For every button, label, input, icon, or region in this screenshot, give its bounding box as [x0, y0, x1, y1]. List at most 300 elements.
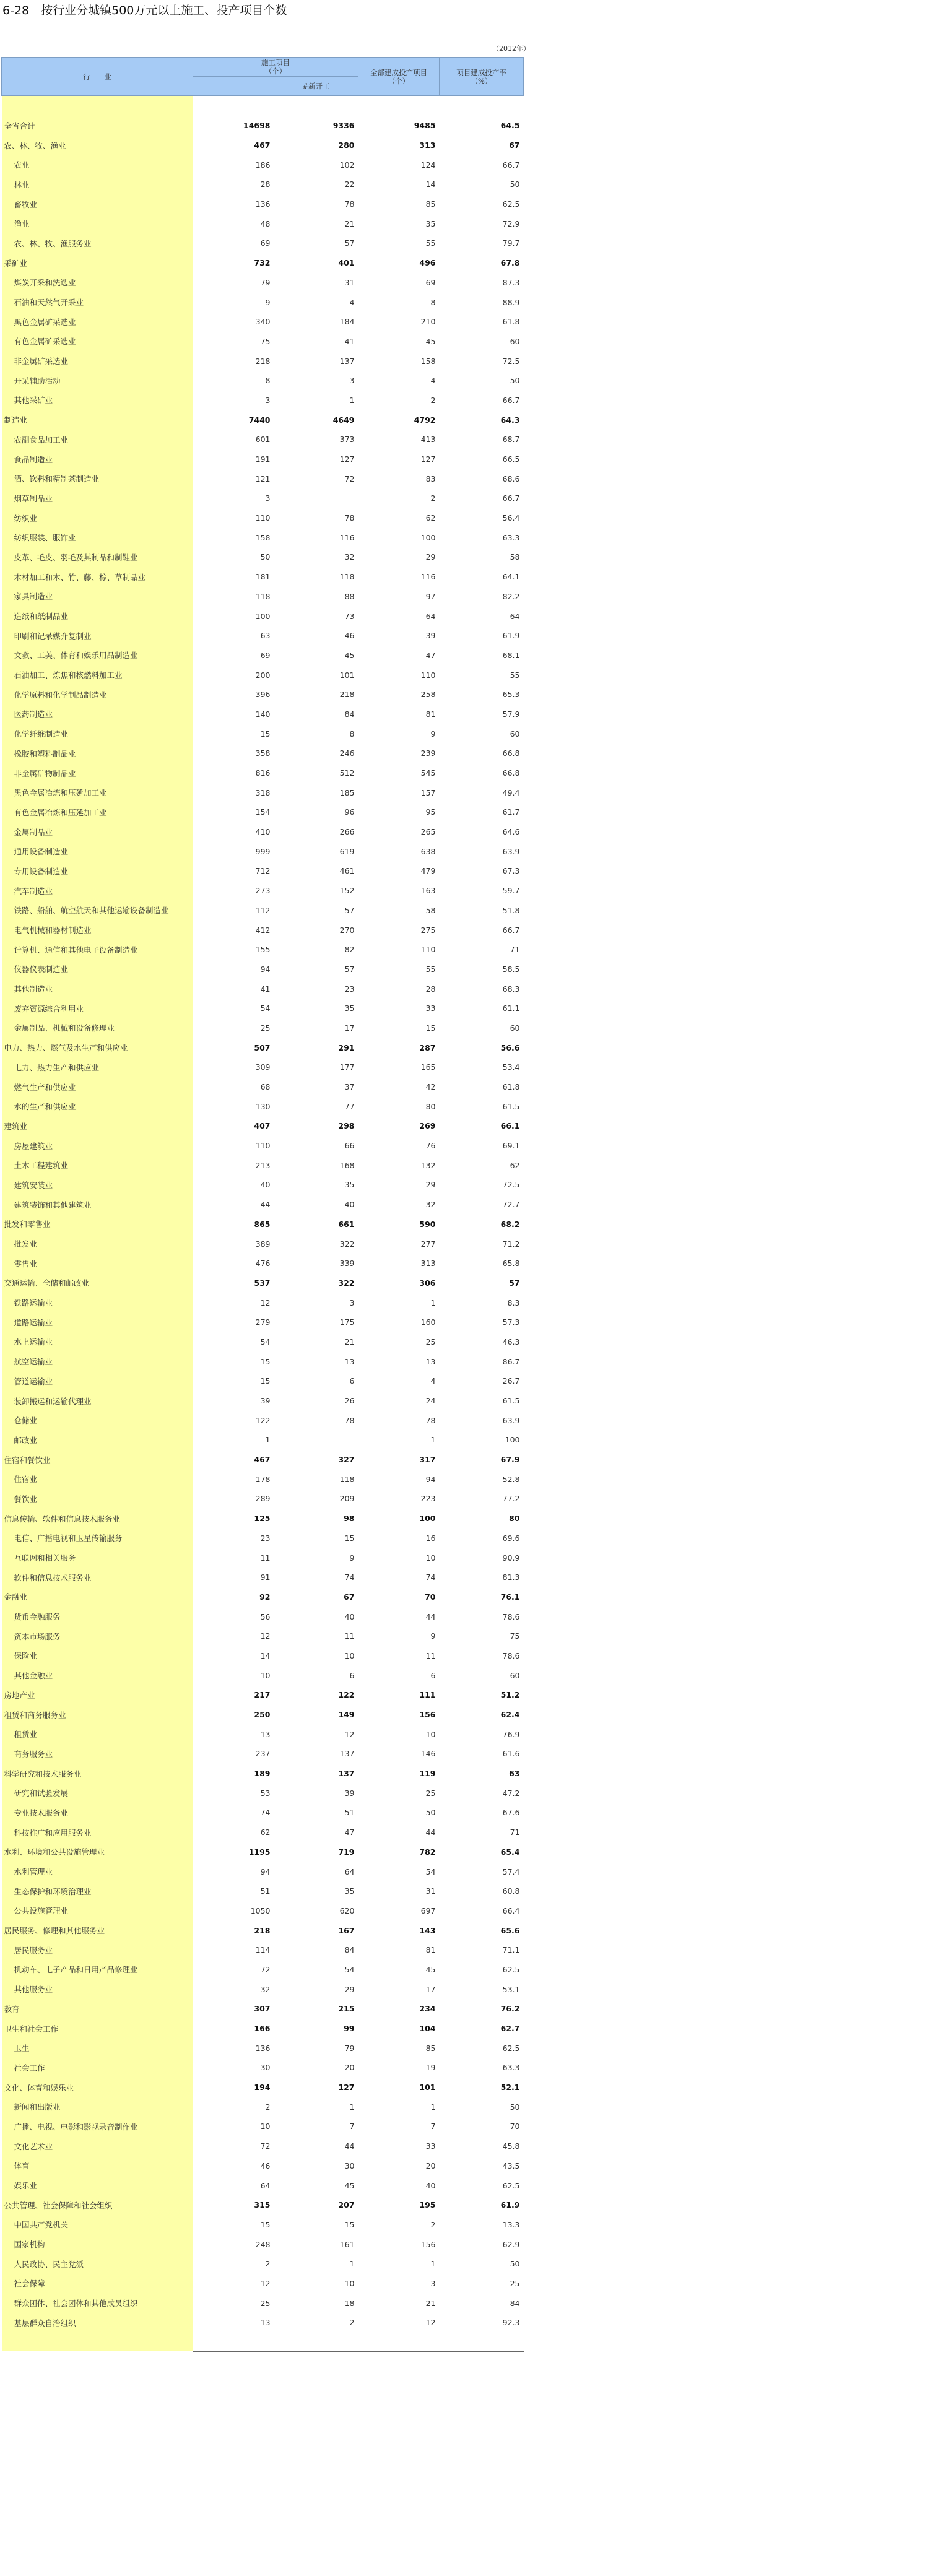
completed-cell: 4792	[414, 415, 436, 425]
industry-cell: 专业技术服务业	[2, 1803, 193, 1823]
under-construction-cell: 396	[255, 690, 271, 700]
under-construction-cell: 865	[254, 1219, 271, 1229]
completed-cell: 157	[420, 787, 436, 797]
completed-cell: 31	[425, 1886, 436, 1896]
under-construction-cell: 476	[255, 1259, 271, 1268]
completed-cell: 6	[430, 1670, 436, 1680]
industry-cell: 文化、体育和娱乐业	[2, 2078, 193, 2097]
completion-rate-cell: 43.5	[502, 2161, 520, 2171]
table-row	[2, 1096, 524, 1116]
under-construction-cell: 125	[254, 1514, 271, 1524]
under-construction-cell: 54	[260, 1004, 271, 1013]
under-construction-cell: 1	[265, 1435, 271, 1445]
under-construction-cell: 389	[255, 1239, 271, 1249]
industry-cell: 烟草制品业	[2, 488, 193, 508]
completion-rate-cell: 86.7	[502, 1356, 520, 1366]
completion-rate-cell: 61.9	[500, 2200, 520, 2210]
table-row	[2, 1665, 524, 1685]
under-construction-cell: 51	[260, 1886, 271, 1896]
industry-cell: 其他制造业	[2, 979, 193, 999]
table-row	[2, 233, 524, 253]
newly-started-cell: 4	[349, 297, 355, 307]
industry-cell: 房地产业	[2, 1685, 193, 1705]
completed-cell: 44	[425, 1828, 436, 1837]
completed-cell: 25	[425, 1337, 436, 1347]
newly-started-cell: 177	[339, 1062, 355, 1072]
newly-started-cell: 32	[344, 552, 355, 562]
completion-rate-cell: 63.9	[502, 1415, 520, 1425]
newly-started-cell: 461	[339, 866, 355, 876]
newly-started-cell: 327	[338, 1455, 355, 1465]
completion-rate-cell: 57.3	[502, 1317, 520, 1327]
table-row	[2, 1351, 524, 1371]
industry-cell: 娱乐业	[2, 2175, 193, 2195]
completion-rate-cell: 50	[510, 376, 520, 386]
industry-cell: 体育	[2, 2156, 193, 2176]
table-row	[2, 1587, 524, 1607]
table-row	[2, 1607, 524, 1626]
under-construction-cell: 309	[255, 1062, 271, 1072]
table-row	[2, 979, 524, 999]
year-note: （2012年）	[492, 45, 530, 53]
completed-cell: 590	[419, 1219, 436, 1229]
completed-cell: 64	[425, 611, 436, 621]
table-row	[2, 449, 524, 469]
completed-cell: 8	[430, 297, 436, 307]
table-row	[2, 881, 524, 901]
newly-started-cell: 99	[344, 2024, 355, 2034]
completed-cell: 4	[430, 376, 436, 386]
under-construction-cell: 23	[260, 1533, 271, 1543]
completed-cell: 258	[420, 690, 436, 700]
completed-cell: 33	[425, 1004, 436, 1013]
industry-cell: 橡胶和塑料制品业	[2, 744, 193, 763]
header-under-construction: 施工项目 （个）	[193, 58, 358, 77]
completion-rate-cell: 25	[510, 2278, 520, 2288]
under-construction-cell: 10	[260, 1670, 271, 1680]
under-construction-cell: 25	[260, 1023, 271, 1033]
under-construction-cell: 122	[255, 1415, 271, 1425]
table-row	[2, 1489, 524, 1509]
under-construction-cell: 537	[254, 1278, 271, 1288]
table-row	[2, 2293, 524, 2313]
completed-cell: 143	[419, 1925, 436, 1935]
completed-cell: 81	[425, 709, 436, 719]
industry-cell: 建筑安装业	[2, 1175, 193, 1195]
under-construction-cell: 110	[255, 513, 271, 523]
completion-rate-cell: 65.4	[500, 1847, 520, 1857]
industry-cell: 仪器仪表制造业	[2, 960, 193, 979]
newly-started-cell: 47	[344, 1828, 355, 1837]
under-construction-cell: 130	[255, 1101, 271, 1111]
table-row	[2, 2215, 524, 2235]
under-construction-cell: 189	[254, 1769, 271, 1779]
completion-rate-cell: 70	[510, 2122, 520, 2131]
newly-started-cell: 35	[344, 1886, 355, 1896]
completed-cell: 80	[425, 1101, 436, 1111]
completed-cell: 76	[425, 1141, 436, 1151]
completion-rate-cell: 60	[510, 1670, 520, 1680]
newly-started-cell: 18	[344, 2298, 355, 2308]
newly-started-cell: 6	[349, 1376, 355, 1386]
industry-cell: 卫生和社会工作	[2, 2019, 193, 2039]
completed-cell: 44	[425, 1611, 436, 1621]
industry-cell: 酒、饮料和精制茶制造业	[2, 469, 193, 488]
completion-rate-cell: 60	[510, 1023, 520, 1033]
table-row	[2, 371, 524, 391]
industry-cell: 黑色金属矿采选业	[2, 312, 193, 332]
completed-cell: 83	[425, 474, 436, 484]
newly-started-cell: 51	[344, 1808, 355, 1818]
under-construction-cell: 279	[255, 1317, 271, 1327]
table-row	[2, 1568, 524, 1587]
industry-cell: 农、林、牧、渔服务业	[2, 233, 193, 253]
table-row	[2, 1979, 524, 1999]
newly-started-cell: 184	[339, 317, 355, 327]
newly-started-cell: 64	[344, 1867, 355, 1876]
completion-rate-cell: 78.6	[502, 1650, 520, 1660]
table-row	[2, 920, 524, 940]
industry-cell: 建筑业	[2, 1116, 193, 1136]
under-construction-cell: 407	[254, 1121, 271, 1131]
industry-cell: 电信、广播电视和卫星传输服务	[2, 1529, 193, 1548]
table-row	[2, 1548, 524, 1568]
completion-rate-cell: 68.6	[502, 474, 520, 484]
newly-started-cell: 22	[344, 180, 355, 189]
completion-rate-cell: 61.6	[502, 1749, 520, 1759]
newly-started-cell: 57	[344, 964, 355, 974]
completed-cell: 29	[425, 1180, 436, 1190]
newly-started-cell: 66	[344, 1141, 355, 1151]
newly-started-cell	[274, 1430, 358, 1450]
under-construction-cell: 12	[260, 1631, 271, 1641]
newly-started-cell: 2	[349, 2318, 355, 2328]
under-construction-cell: 601	[255, 435, 271, 445]
industry-cell: 房屋建筑业	[2, 1136, 193, 1156]
table-row	[2, 626, 524, 646]
industry-cell: 装卸搬运和运输代理业	[2, 1391, 193, 1411]
industry-cell: 餐饮业	[2, 1489, 193, 1509]
industry-cell: 木材加工和木、竹、藤、棕、草制品业	[2, 567, 193, 587]
under-construction-cell: 318	[255, 787, 271, 797]
completion-rate-cell: 69.1	[502, 1141, 520, 1151]
industry-cell: 有色金属冶炼和压延加工业	[2, 802, 193, 822]
newly-started-cell: 88	[344, 591, 355, 601]
completion-rate-cell: 45.8	[502, 2141, 520, 2151]
under-construction-cell: 340	[255, 317, 271, 327]
industry-cell: 渔业	[2, 214, 193, 233]
under-construction-cell: 39	[260, 1396, 271, 1406]
completion-rate-cell: 72.9	[502, 219, 520, 228]
completed-cell: 277	[420, 1239, 436, 1249]
table-row	[2, 488, 524, 508]
industry-cell: 租赁和商务服务业	[2, 1705, 193, 1725]
newly-started-cell: 96	[344, 807, 355, 817]
completion-rate-cell: 68.3	[502, 984, 520, 994]
industry-cell: 卫生	[2, 2038, 193, 2058]
newly-started-cell	[274, 488, 358, 508]
industry-cell: 家具制造业	[2, 587, 193, 607]
table-row	[2, 253, 524, 273]
table-row	[2, 1450, 524, 1470]
completed-cell: 54	[425, 1867, 436, 1876]
completion-rate-cell: 55	[510, 670, 520, 680]
completion-rate-cell: 67.6	[502, 1808, 520, 1818]
newly-started-cell: 12	[344, 1729, 355, 1739]
completion-rate-cell: 59.7	[502, 886, 520, 896]
under-construction-cell: 200	[255, 670, 271, 680]
table-row	[2, 547, 524, 567]
under-construction-cell: 181	[255, 572, 271, 582]
under-construction-cell: 13	[260, 2318, 271, 2328]
under-construction-cell: 64	[260, 2180, 271, 2190]
completed-cell: 9	[430, 1631, 436, 1641]
completed-cell: 132	[420, 1160, 436, 1170]
completed-cell: 10	[425, 1729, 436, 1739]
completion-rate-cell: 68.1	[502, 650, 520, 660]
completed-cell: 110	[420, 670, 436, 680]
completion-rate-cell: 100	[505, 1435, 520, 1445]
under-construction-cell: 3	[265, 493, 271, 503]
industry-cell: 教育	[2, 1999, 193, 2019]
completed-cell: 313	[419, 141, 436, 150]
table-row	[2, 1901, 524, 1921]
completed-cell: 17	[425, 1984, 436, 1994]
industry-cell: 新闻和出版业	[2, 2097, 193, 2117]
completed-cell: 11	[425, 1650, 436, 1660]
completion-rate-cell: 92.3	[502, 2318, 520, 2328]
table-row	[2, 1823, 524, 1842]
newly-started-cell: 54	[344, 1964, 355, 1974]
completed-cell: 697	[420, 1906, 436, 1915]
completed-cell: 62	[425, 513, 436, 523]
newly-started-cell: 78	[344, 199, 355, 209]
table-row	[2, 744, 524, 763]
under-construction-cell: 1050	[250, 1906, 271, 1915]
completion-rate-cell: 68.2	[500, 1219, 520, 1229]
under-construction-cell: 467	[254, 141, 271, 150]
under-construction-cell: 112	[255, 905, 271, 915]
completion-rate-cell: 58	[510, 552, 520, 562]
newly-started-cell: 137	[338, 1769, 355, 1779]
industry-cell: 金属制品、机械和设备修理业	[2, 1018, 193, 1038]
industry-cell: 居民服务、修理和其他服务业	[2, 1920, 193, 1940]
under-construction-cell: 191	[255, 454, 271, 464]
completion-rate-cell: 13.3	[502, 2219, 520, 2229]
industry-cell: 社会保障	[2, 2274, 193, 2294]
newly-started-cell: 137	[339, 356, 355, 366]
under-construction-cell: 40	[260, 1180, 271, 1190]
industry-cell: 商务服务业	[2, 1744, 193, 1764]
under-construction-cell: 100	[255, 611, 271, 621]
newly-started-cell: 207	[338, 2200, 355, 2210]
completed-cell: 413	[420, 435, 436, 445]
table-row	[2, 2078, 524, 2097]
under-construction-cell: 68	[260, 1082, 271, 1092]
industry-cell: 金属制品业	[2, 822, 193, 842]
completion-rate-cell: 87.3	[502, 277, 520, 287]
table-row	[2, 1254, 524, 1273]
newly-started-cell: 20	[344, 2063, 355, 2073]
table-row	[2, 1175, 524, 1195]
under-construction-cell: 48	[260, 219, 271, 228]
under-construction-cell: 999	[255, 846, 271, 856]
completion-rate-cell: 65.3	[502, 690, 520, 700]
newly-started-cell: 46	[344, 631, 355, 641]
completion-rate-cell: 66.1	[500, 1121, 520, 1131]
under-construction-cell: 14698	[243, 121, 271, 131]
completion-rate-cell: 76.1	[500, 1592, 520, 1602]
newly-started-cell: 246	[339, 748, 355, 758]
under-construction-cell: 121	[255, 474, 271, 484]
completion-rate-cell: 67.3	[502, 866, 520, 876]
newly-started-cell: 37	[344, 1082, 355, 1092]
completed-cell: 15	[425, 1023, 436, 1033]
table-row	[2, 1842, 524, 1862]
completion-rate-cell: 61.5	[502, 1101, 520, 1111]
completed-cell: 29	[425, 552, 436, 562]
table-row	[2, 841, 524, 861]
completed-cell: 45	[425, 336, 436, 346]
industry-cell: 公共管理、社会保障和社会组织	[2, 2195, 193, 2215]
table-row	[2, 2019, 524, 2039]
table-row	[2, 1960, 524, 1980]
completion-rate-cell: 62.5	[502, 2180, 520, 2190]
completed-cell: 47	[425, 650, 436, 660]
newly-started-cell: 298	[338, 1121, 355, 1131]
under-construction-cell: 62	[260, 1828, 271, 1837]
under-construction-cell: 136	[255, 2043, 271, 2053]
industry-cell: 互联网和相关服务	[2, 1548, 193, 1568]
industry-cell: 管道运输业	[2, 1371, 193, 1391]
completed-cell: 9	[430, 729, 436, 739]
table-row	[2, 763, 524, 783]
industry-cell: 农副食品加工业	[2, 430, 193, 449]
under-construction-cell: 410	[255, 827, 271, 837]
under-construction-cell: 358	[255, 748, 271, 758]
completion-rate-cell: 71.1	[502, 1945, 520, 1955]
completed-cell: 33	[425, 2141, 436, 2151]
table-row	[2, 273, 524, 293]
newly-started-cell: 15	[344, 2219, 355, 2229]
table-row	[2, 410, 524, 430]
newly-started-cell: 620	[339, 1906, 355, 1915]
completion-rate-cell: 50	[510, 2102, 520, 2112]
under-construction-cell: 166	[254, 2024, 271, 2034]
completed-cell: 116	[420, 572, 436, 582]
table-row	[2, 1646, 524, 1666]
completion-rate-cell: 60	[510, 729, 520, 739]
industry-cell: 铁路运输业	[2, 1293, 193, 1312]
under-construction-cell: 30	[260, 2063, 271, 2073]
completion-rate-cell: 64.1	[502, 572, 520, 582]
under-construction-cell: 15	[260, 1376, 271, 1386]
table-row	[2, 332, 524, 352]
industry-cell: 国家机构	[2, 2234, 193, 2254]
industry-cell: 汽车制造业	[2, 881, 193, 901]
header-newly-started: #新开工	[274, 77, 358, 96]
newly-started-cell: 122	[338, 1690, 355, 1700]
completed-cell: 45	[425, 1964, 436, 1974]
completion-rate-cell: 66.8	[502, 768, 520, 778]
completion-rate-cell: 66.7	[502, 493, 520, 503]
industry-cell: 水利、环境和公共设施管理业	[2, 1842, 193, 1862]
under-construction-cell: 8	[265, 376, 271, 386]
completed-cell: 74	[425, 1572, 436, 1582]
completed-cell: 146	[420, 1749, 436, 1759]
header-spacer	[193, 77, 274, 96]
completed-cell: 306	[419, 1278, 436, 1288]
industry-cell: 电力、热力生产和供应业	[2, 1057, 193, 1077]
newly-started-cell: 209	[339, 1494, 355, 1504]
under-construction-cell: 218	[254, 1925, 271, 1935]
under-construction-cell: 307	[254, 2004, 271, 2014]
completed-cell: 94	[425, 1474, 436, 1484]
industry-cell: 研究和试验发展	[2, 1783, 193, 1803]
completion-rate-cell: 58.5	[502, 964, 520, 974]
industry-cell: 群众团体、社会团体和其他成员组织	[2, 2293, 193, 2313]
newly-started-cell: 13	[344, 1356, 355, 1366]
table-row	[2, 175, 524, 194]
industry-cell: 采矿业	[2, 253, 193, 273]
completed-cell: 479	[420, 866, 436, 876]
newly-started-cell: 40	[344, 1611, 355, 1621]
completed-cell: 3	[430, 2278, 436, 2288]
newly-started-cell: 137	[339, 1749, 355, 1759]
completed-cell: 163	[420, 886, 436, 896]
table-row	[2, 1018, 524, 1038]
industry-cell: 货币金融服务	[2, 1607, 193, 1626]
under-construction-cell: 217	[254, 1690, 271, 1700]
header-completed: 全部建成投产项目 （个）	[358, 58, 440, 96]
table-row	[2, 705, 524, 724]
industry-cell: 土木工程建筑业	[2, 1155, 193, 1175]
completion-rate-cell: 63.9	[502, 846, 520, 856]
newly-started-cell: 9336	[332, 121, 355, 131]
completion-rate-cell: 62.5	[502, 2043, 520, 2053]
industry-cell: 机动车、电子产品和日用产品修理业	[2, 1960, 193, 1980]
newly-started-cell: 719	[338, 1847, 355, 1857]
completion-rate-cell: 66.4	[502, 1906, 520, 1915]
under-construction-cell: 136	[255, 199, 271, 209]
under-construction-cell: 155	[255, 945, 271, 955]
under-construction-cell: 3	[265, 395, 271, 405]
newly-started-cell: 98	[344, 1514, 355, 1524]
table-header	[2, 58, 524, 96]
completion-rate-cell: 84	[510, 2298, 520, 2308]
industry-cell: 食品制造业	[2, 449, 193, 469]
completion-rate-cell: 47.2	[502, 1788, 520, 1798]
under-construction-cell: 2	[265, 2259, 271, 2269]
completion-rate-cell: 62.7	[500, 2024, 520, 2034]
table-row	[2, 1626, 524, 1646]
under-construction-cell: 28	[260, 180, 271, 189]
table-row	[2, 312, 524, 332]
header-industry: 行 业	[2, 58, 193, 96]
table-row	[2, 606, 524, 626]
completion-rate-cell: 61.1	[502, 1004, 520, 1013]
under-construction-cell: 15	[260, 729, 271, 739]
newly-started-cell: 270	[339, 925, 355, 935]
completed-cell: 20	[425, 2161, 436, 2171]
table-row	[2, 1529, 524, 1548]
completion-rate-cell: 65.6	[500, 1925, 520, 1935]
completion-rate-cell: 62.4	[500, 1710, 520, 1720]
completed-cell: 638	[420, 846, 436, 856]
table-row	[2, 2117, 524, 2136]
completed-cell: 35	[425, 219, 436, 228]
newly-started-cell: 35	[344, 1004, 355, 1013]
